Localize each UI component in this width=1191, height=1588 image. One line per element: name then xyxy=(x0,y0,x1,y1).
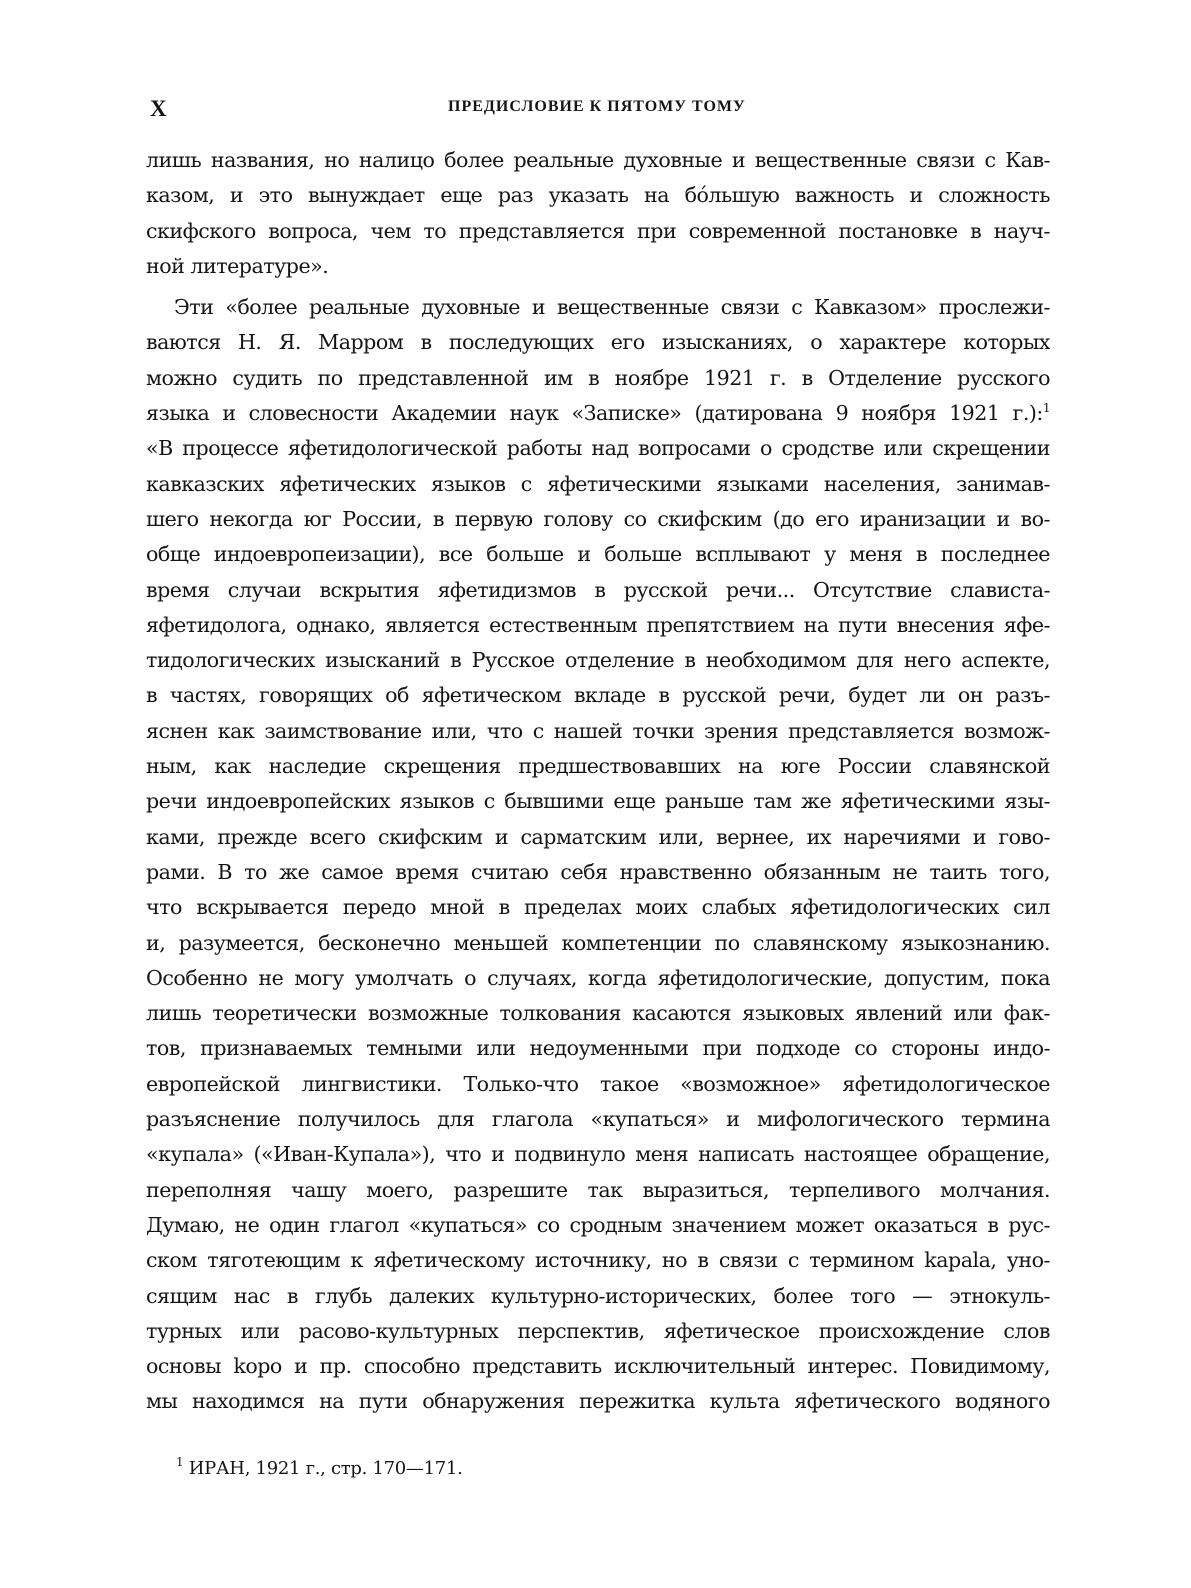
paragraph-2 xyxy=(146,290,1050,1420)
footnote-marker[interactable]: 1 xyxy=(1042,401,1050,416)
text-line: ной литературе». xyxy=(146,253,329,278)
body-text xyxy=(146,143,1050,1420)
text-line: «купала» («Иван-Купала»), что и подвинуло меня написать настоящее обращение, xyxy=(146,1142,1050,1167)
text-line: речи индоевропейских языков с бывшими еще раньше там же яфетическими язы- xyxy=(146,789,1050,814)
text-line: обще индоевропеизации), все больше и больше всплывают у меня в последнее xyxy=(146,542,1050,567)
text-line: тидологических изысканий в Русское отделение в необходимом для него аспекте, xyxy=(146,648,1050,673)
text-line-with-footnote xyxy=(146,396,1050,431)
text-line: ным, как наследие скрещения предшествовавших на юге России славянской xyxy=(146,754,1050,779)
text-line: турных или расово-культурных перспектив, яфетическое происхождение слов xyxy=(146,1318,1050,1343)
text-line: яфетидолога, однако, является естественным препятствием на пути внесения яфе- xyxy=(146,612,1050,637)
text-line: сящим нас в глубь далеких культурно-исторических, более того — этнокуль- xyxy=(146,1283,1050,1308)
footnote xyxy=(176,1455,463,1479)
text-line: Думаю, не один глагол «купаться» со сродным значением может оказаться в рус- xyxy=(146,1212,1050,1237)
text-line: казом, и это вынуждает еще раз указать на бóльшую важность и сложность xyxy=(146,183,1050,208)
paragraph-1 xyxy=(146,143,1050,284)
text-line: время случаи вскрытия яфетидизмов в русской речи... Отсутствие слависта- xyxy=(146,577,1050,602)
text-line: тов, признаваемых темными или недоуменными при подходе со стороны индо- xyxy=(146,1036,1050,1061)
footnote-number: 1 xyxy=(176,1455,184,1469)
text-line: основы kopo и пр. способно представить исключительный интерес. Повидимому, xyxy=(146,1354,1050,1379)
text-line: Особенно не могу умолчать о случаях, когда яфетидологические, допустим, пока xyxy=(146,965,1050,990)
text-line: мы находимся на пути обнаружения пережитка культа яфетического водяного xyxy=(146,1389,1050,1414)
text-line: яснен как заимствование или, что с нашей точки зрения представляется возмож- xyxy=(146,718,1050,743)
text-line: и, разумеется, бесконечно меньшей компетенции по славянскому языкознанию. xyxy=(146,930,1050,955)
text-line: разъяснение получилось для глагола «купаться» и мифологического термина xyxy=(146,1107,1050,1132)
text-line: ском тяготеющим к яфетическому источнику, но в связи с термином kapala, уно- xyxy=(146,1248,1050,1273)
text-line: в частях, говорящих об яфетическом вкладе в русской речи, будет ли он разъ- xyxy=(146,683,1050,708)
text-line: скифского вопроса, чем то представляется при современной постановке в науч- xyxy=(146,218,1050,243)
page-number: X xyxy=(150,96,167,121)
running-head xyxy=(148,96,1050,120)
text-line: рами. В то же самое время считаю себя нравственно обязанным не таить того, xyxy=(146,859,1050,884)
text-line: ваются Н. Я. Марром в последующих его изысканиях, о характере которых xyxy=(146,330,1050,355)
text-line: шего некогда юг России, в первую голову со скифским (до его иранизации и во- xyxy=(146,506,1050,531)
text-line: переполняя чашу моего, разрешите так выразиться, терпеливого молчания. xyxy=(146,1177,1050,1202)
text-line: что вскрывается передо мной в пределах моих слабых яфетидологических сил xyxy=(146,895,1050,920)
text-line: можно судить по представленной им в ноябре 1921 г. в Отделение русского xyxy=(146,365,1050,390)
running-title: ПРЕДИСЛОВИЕ К ПЯТОМУ ТОМУ xyxy=(448,98,746,115)
text-line: лишь теоретически возможные толкования касаются языковых явлений или фак- xyxy=(146,1001,1050,1026)
footnote-text: ИРАН, 1921 г., стр. 170—171. xyxy=(188,1458,463,1479)
text-line: ками, прежде всего скифским и сарматским или, вернее, их наречиями и гово- xyxy=(146,824,1050,849)
text-line: лишь названия, но налицо более реальные духовные и вещественные связи с Кав- xyxy=(146,148,1050,172)
text-line: «В процессе яфетидологической работы над вопросами о сродстве или скрещении xyxy=(146,436,1050,461)
text-line: кавказских яфетических языков с яфетическими языками населения, занимав- xyxy=(146,471,1050,496)
text-line: Эти «более реальные духовные и вещественные связи с Кавказом» прослежи- xyxy=(174,295,1050,320)
text-line: языка и словесности Академии наук «Записке» (датирована 9 ноября 1921 г.): xyxy=(146,401,1043,426)
text-line: европейской лингвистики. Только-что такое «возможное» яфетидологическое xyxy=(146,1071,1050,1096)
